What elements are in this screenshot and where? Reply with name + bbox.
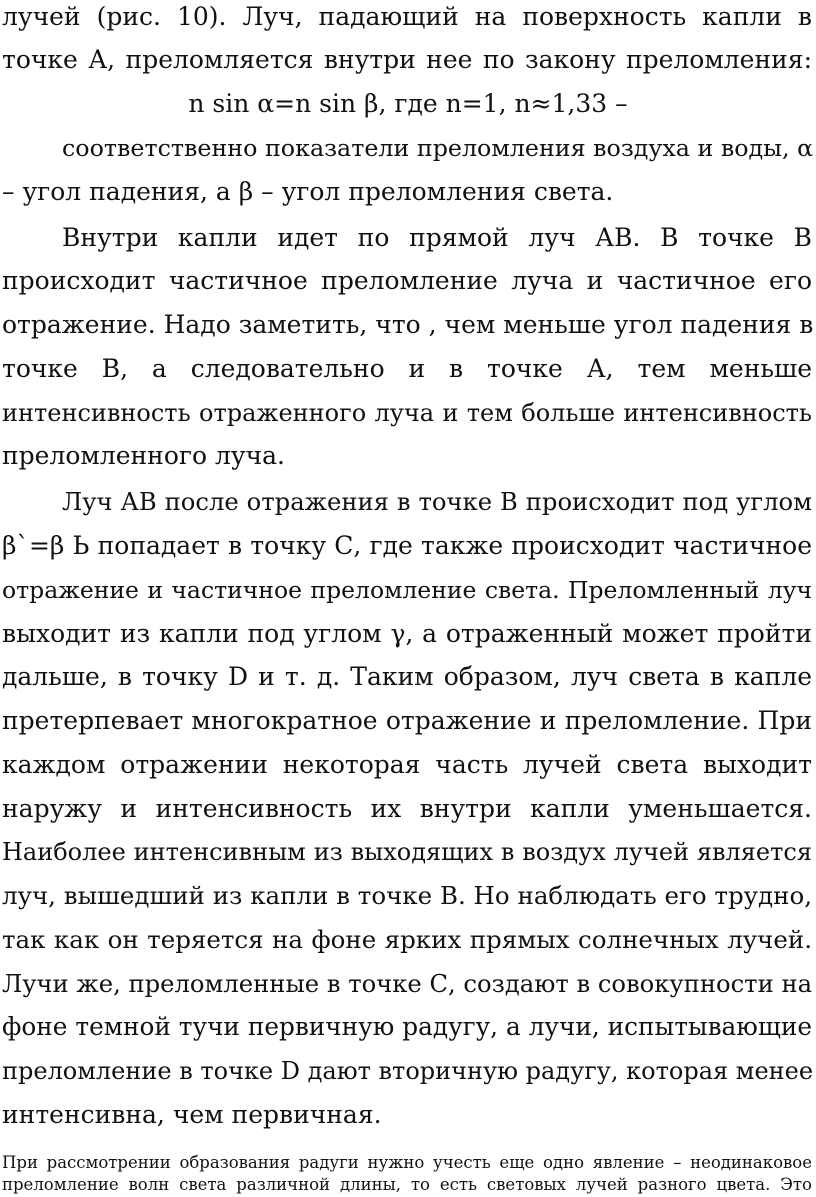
text-line: так как он теряется на фоне ярких прямых солнечных лучей. bbox=[2, 925, 812, 954]
text-line: Лучи же, преломленные в точке С, создают в совокупности на bbox=[2, 969, 813, 998]
text-line: Наиболее интенсивным из выходящих в воздух лучей является bbox=[2, 838, 812, 866]
text-line: преломленного луча. bbox=[2, 441, 285, 470]
text-line: наружу и интенсивность их внутри капли уменьшается. bbox=[2, 794, 812, 823]
footnote-line: При рассмотрении образования радуги нужно учесть еще одно явление – неодинаковое bbox=[2, 1153, 812, 1172]
text-line: интенсивна, чем первичная. bbox=[2, 1100, 382, 1129]
text-line: фоне темной тучи первичную радугу, а лучи, испытывающие bbox=[2, 1012, 812, 1041]
text-line: преломление в точке D дают вторичную радугу, которая менее bbox=[2, 1057, 814, 1085]
text-line: интенсивность отраженного луча и тем больше интенсивность bbox=[2, 399, 812, 427]
text-line: β`=β Ь попадает в точку С, где также происходит частичное bbox=[2, 531, 812, 560]
paragraph-start: Луч АВ после отражения в точке В происходит под углом bbox=[62, 487, 812, 516]
text-line: претерпевает многократное отражение и преломление. При bbox=[2, 706, 812, 735]
text-line: каждом отражении некоторая часть лучей света выходит bbox=[2, 750, 812, 779]
footnote-line: преломление волн света различной длины, то есть световых лучей разного цвета. Это bbox=[2, 1175, 812, 1194]
text-line: точке В, а следовательно и в точке А, тем меньше bbox=[2, 354, 812, 383]
text-line: отражение и частичное преломление света. Преломленный луч bbox=[2, 576, 812, 604]
text-line: соответственно показатели преломления воздуха и воды, α bbox=[62, 134, 814, 162]
paragraph-start: Внутри капли идет по прямой луч АВ. В точке В bbox=[62, 223, 812, 252]
text-line: точке А, преломляется внутри нее по закону преломления: bbox=[2, 45, 812, 74]
formula-line: n sin α=n sin β, где n=1, n≈1,33 – bbox=[188, 89, 628, 118]
text-line: дальше, в точку D и т. д. Таким образом, луч света в капле bbox=[2, 662, 812, 691]
text-line: – угол падения, а β – угол преломления света. bbox=[2, 177, 614, 206]
text-line: отражение. Надо заметить, что , чем меньше угол падения в bbox=[2, 310, 814, 339]
text-line: выходит из капли под углом γ, а отраженный может пройти bbox=[2, 619, 812, 648]
text-line: лучей (рис. 10). Луч, падающий на поверхность капли в bbox=[2, 2, 812, 31]
text-line: происходит частичное преломление луча и частичное его bbox=[2, 266, 812, 295]
text-line: луч, вышедший из капли в точке В. Но наблюдать его трудно, bbox=[2, 881, 812, 910]
